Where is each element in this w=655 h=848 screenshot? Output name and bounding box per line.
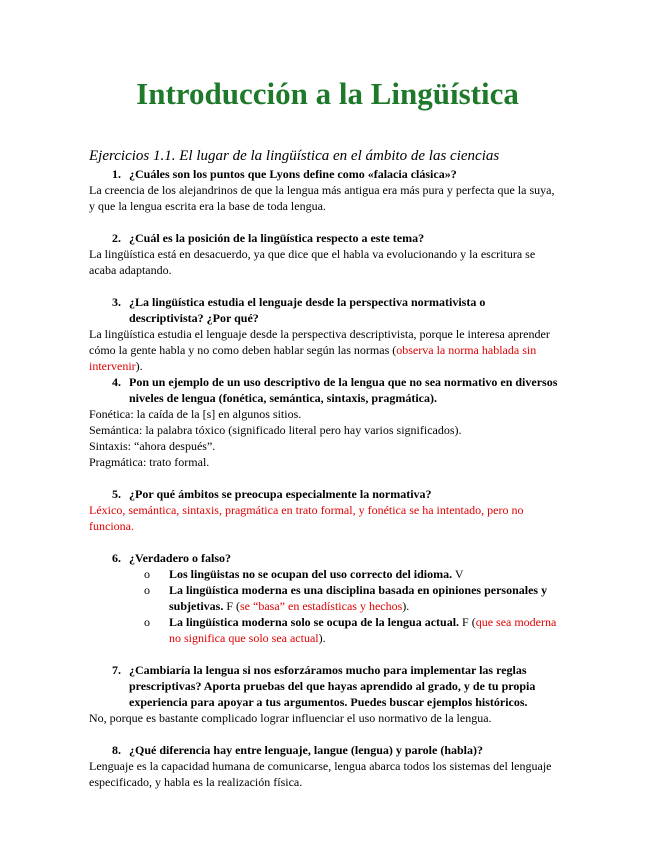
question-text: Pon un ejemplo de un uso descriptivo de la lengua que no sea normativo en diversos niveles de lengua (fonética, semántica, sintaxis, pragmática).: [129, 375, 558, 405]
answer-4-line: Fonética: la caída de la [s] en algunos sitios.: [89, 407, 302, 421]
verdict-end: ).: [402, 599, 410, 613]
question-5: [89, 486, 559, 502]
question-text: ¿Cuál es la posición de la lingüística respecto a este tema?: [129, 231, 425, 245]
question-text: ¿La lingüística estudia el lenguaje desde la perspectiva normativista o descriptivista? ¿Por qué?: [129, 295, 486, 325]
question-number: 5.: [112, 487, 121, 501]
answer-3: [89, 326, 559, 374]
bullet-icon: o: [144, 615, 150, 629]
answer-correction: observa la norma hablada sin intervenir: [89, 343, 537, 373]
true-false-item: [89, 614, 559, 646]
question-8: [89, 742, 559, 758]
true-false-item: [89, 582, 559, 614]
answer-4-line: Sintaxis: “ahora después”.: [89, 439, 216, 453]
question-3: [89, 294, 559, 326]
answer-4-line: Semántica: la palabra tóxico (significado literal pero hay varios significados).: [89, 423, 462, 437]
verdict-end: ).: [318, 631, 326, 645]
question-4: [89, 374, 559, 406]
answer-5: Léxico, semántica, sintaxis, pragmática en trato formal, y fonética se ha intentado, pero no funciona.: [89, 503, 524, 533]
answer-1: La creencia de los alejandrinos de que la lengua más antigua era más pura y perfecta que la suya, y que la lengua escrita era la base de toda lengua.: [89, 183, 555, 213]
question-text: ¿Por qué ámbitos se preocupa especialmente la normativa?: [129, 487, 432, 501]
question-text: ¿Verdadero o falso?: [129, 551, 231, 565]
question-number: 3.: [112, 295, 121, 309]
question-text: ¿Cambiaría la lengua si nos esforzáramos mucho para implementar las reglas prescriptivas? Aporta pruebas del que hayas aprendido al grado, y de tu propia experiencia para apoyar a tus argumentos. Puedes buscar ejemplos históricos.: [129, 663, 536, 709]
question-number: 7.: [112, 663, 121, 677]
question-1: [89, 166, 559, 182]
question-2: [89, 230, 559, 246]
question-number: 2.: [112, 231, 121, 245]
question-number: 1.: [112, 167, 121, 181]
question-number: 8.: [112, 743, 121, 757]
verdict: F (: [223, 599, 241, 613]
verdict: F (: [459, 615, 476, 629]
exercise-list: [89, 166, 559, 790]
true-false-item: [89, 566, 559, 582]
question-text: ¿Cuáles son los puntos que Lyons define como «falacia clásica»?: [129, 167, 457, 181]
verdict-note: que sea moderna no significa que solo sea actual: [169, 615, 557, 645]
page-subtitle: Ejercicios 1.1. El lugar de la lingüística en el ámbito de las ciencias: [89, 148, 500, 164]
statement: Los lingüistas no se ocupan del uso correcto del idioma.: [169, 567, 453, 581]
answer-8: Lenguaje es la capacidad humana de comunicarse, lengua abarca todos los sistemas del lenguaje especificado, y habla es la realización física.: [89, 759, 552, 789]
statement: La lingüística moderna es una disciplina basada en opiniones personales y subjetivas.: [169, 583, 548, 613]
question-7: [89, 662, 559, 710]
verdict: V: [452, 567, 464, 581]
answer-text: La lingüística estudia el lenguaje desde la perspectiva descriptivista, porque le interesa aprender cómo la gente habla y no como deben hablar según las normas (: [89, 327, 550, 357]
question-number: 4.: [112, 375, 121, 389]
question-6: [89, 550, 559, 566]
statement: La lingüística moderna solo se ocupa de la lengua actual.: [169, 615, 460, 629]
answer-7: No, porque es bastante complicado lograr influenciar el uso normativo de la lengua.: [89, 711, 492, 725]
bullet-icon: o: [144, 583, 150, 597]
answer-2: La lingüística está en desacuerdo, ya que dice que el habla va evolucionando y la escritura se acaba adaptando.: [89, 247, 536, 277]
question-text: ¿Qué diferencia hay entre lenguaje, langue (lengua) y parole (habla)?: [129, 743, 483, 757]
answer-text-end: ).: [135, 359, 143, 373]
verdict-note: se “basa” en estadísticas y hechos: [240, 599, 403, 613]
bullet-icon: o: [144, 567, 150, 581]
page-title: Introducción a la Lingüística: [136, 76, 519, 111]
question-number: 6.: [112, 551, 121, 565]
answer-4-line: Pragmática: trato formal.: [89, 455, 210, 469]
